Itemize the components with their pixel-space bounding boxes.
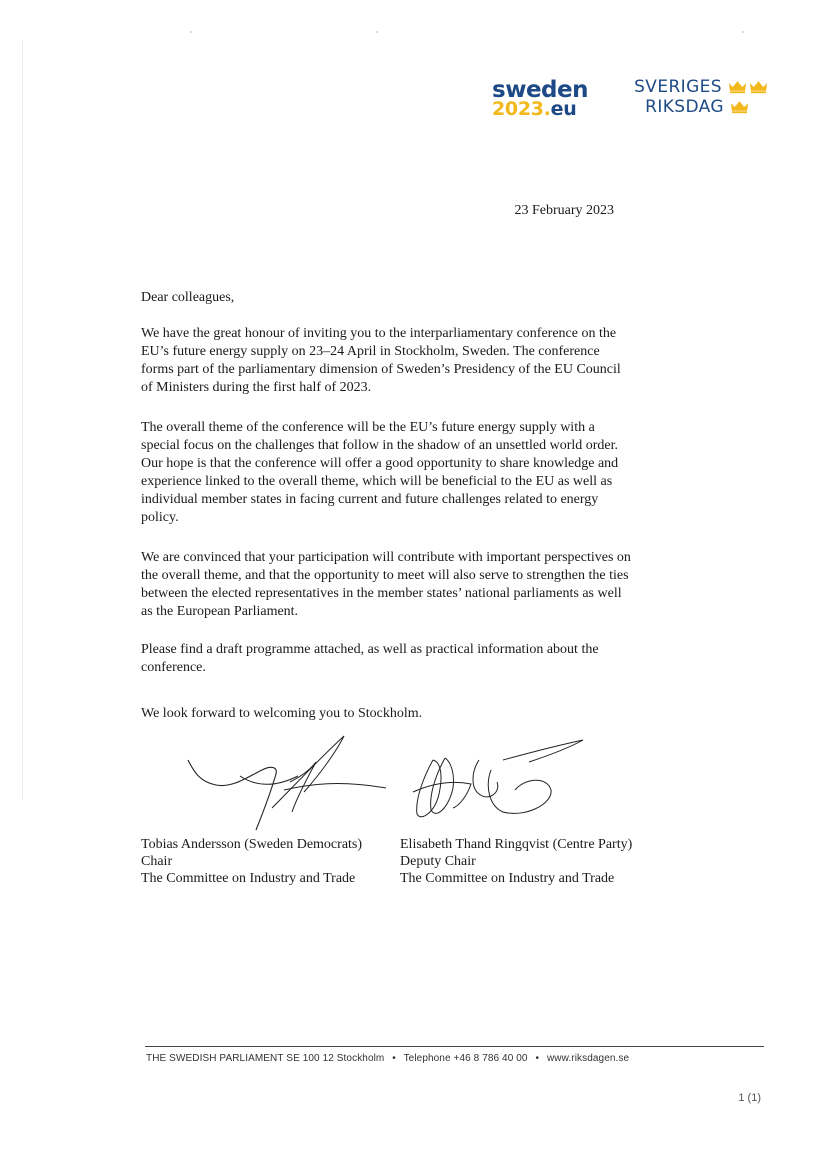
footer-bullet: • bbox=[392, 1053, 396, 1064]
scan-dot bbox=[742, 31, 744, 33]
logo-year: 2023. bbox=[492, 98, 551, 120]
footer-divider bbox=[145, 1046, 764, 1047]
footer-org: THE SWEDISH PARLIAMENT bbox=[146, 1053, 284, 1064]
paragraph-invitation: We have the great honour of inviting you to the interparliamentary conference on the EU’s future energy supply on 23–24 April in Stockholm, Sweden. The conference forms part of the parliamentary dimension of Sweden’s Presidency of the EU Council of Ministers during the first half of 2023. bbox=[141, 326, 621, 395]
sweden-2023-eu-logo bbox=[492, 77, 588, 120]
logo-sweden-text: sweden bbox=[492, 77, 588, 103]
closing-line: We look forward to welcoming you to Stockholm. bbox=[141, 706, 423, 721]
signature-elisabeth-thand-ringqvist bbox=[405, 730, 595, 830]
scan-dot bbox=[376, 31, 378, 33]
signatory-deputy-chair bbox=[400, 836, 632, 887]
sveriges-riksdag-logo bbox=[622, 77, 768, 117]
footer-address: SE 100 12 Stockholm bbox=[286, 1053, 385, 1064]
crown-icon bbox=[730, 100, 749, 114]
page-number: 1 (1) bbox=[738, 1092, 761, 1104]
signatory-role: Deputy Chair bbox=[400, 854, 476, 869]
greeting: Dear colleagues, bbox=[141, 290, 235, 305]
footer-website: www.riksdagen.se bbox=[546, 1053, 630, 1064]
signatory-chair bbox=[141, 836, 362, 887]
logo-year-line bbox=[492, 98, 582, 120]
letter-date: 23 February 2023 bbox=[514, 203, 614, 218]
signature-tobias-andersson bbox=[180, 730, 395, 835]
crown-icon bbox=[728, 80, 747, 94]
riksdag-word-riksdag: RIKSDAG bbox=[645, 97, 724, 117]
signatory-committee: The Committee on Industry and Trade bbox=[400, 871, 615, 886]
crown-icon bbox=[749, 80, 768, 94]
signatory-committee: The Committee on Industry and Trade bbox=[141, 871, 356, 886]
riksdag-word-sveriges: SVERIGES bbox=[634, 77, 722, 97]
crown-single bbox=[730, 100, 749, 114]
logo-eu: eu bbox=[550, 98, 577, 120]
footer-address-line bbox=[146, 1053, 629, 1064]
riksdag-line-1 bbox=[622, 77, 768, 97]
scan-dot bbox=[190, 31, 192, 33]
footer-bullet: • bbox=[535, 1053, 540, 1064]
signatory-name: Tobias Andersson (Sweden Democrats) bbox=[141, 837, 363, 852]
crowns-pair bbox=[728, 80, 768, 94]
paragraph-programme: Please find a draft programme attached, as well as practical information about the conference. bbox=[141, 642, 599, 675]
paragraph-theme: The overall theme of the conference will be the EU’s future energy supply with a special focus on the challenges that follow in the shadow of an unsettled world order. Our hope is that the conference will offer a good opportunity to share knowledge and experience linked to the overall theme, which will be beneficial to the EU as well as individual member states in facing current and future challenges related to energy policy. bbox=[141, 420, 619, 525]
riksdag-line-2 bbox=[622, 97, 768, 117]
paragraph-participation: We are convinced that your participation will contribute with important perspectives on the overall theme, and that the opportunity to meet will also serve to strengthen the ties between the elected representatives in the member states’ national parliaments as well as the European Parliament. bbox=[141, 550, 631, 619]
footer-phone: Telephone +46 8 786 40 00 bbox=[403, 1053, 528, 1064]
signatory-role: Chair bbox=[141, 854, 173, 869]
scan-edge-line bbox=[22, 40, 23, 800]
signatory-name: Elisabeth Thand Ringqvist (Centre Party) bbox=[400, 837, 633, 852]
